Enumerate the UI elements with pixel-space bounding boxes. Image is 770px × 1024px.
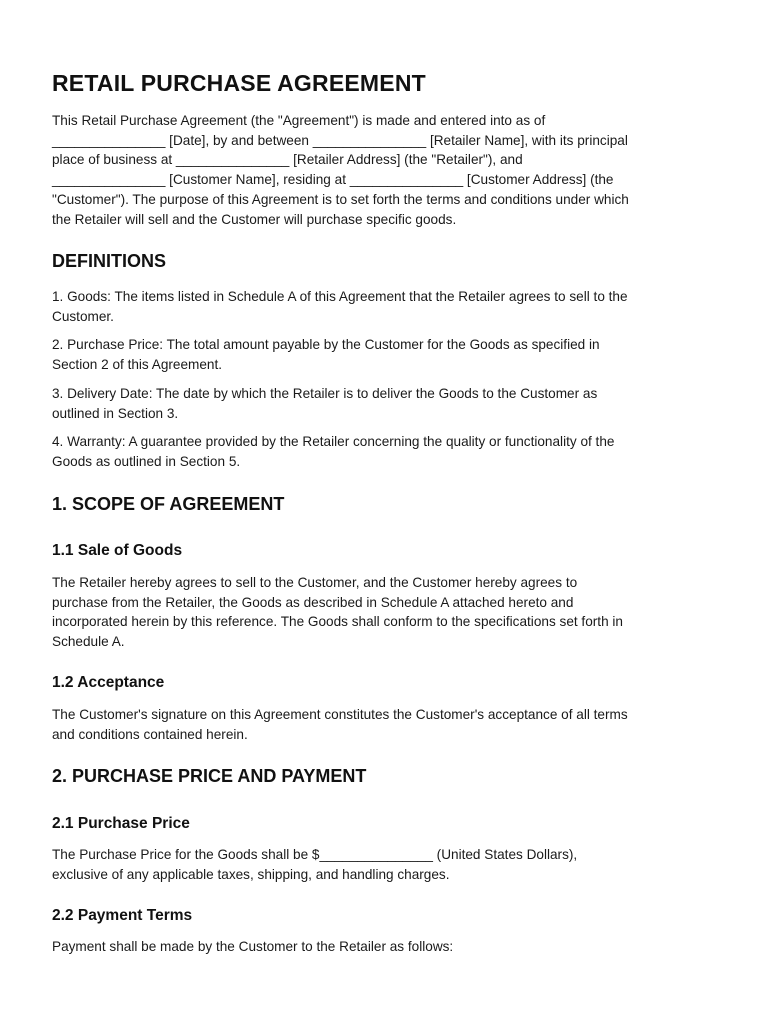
text-line: place of business at _______________ [Retailer Address] (the "Retailer"), and xyxy=(52,152,523,168)
section-1-2-heading: 1.2 Acceptance xyxy=(52,674,165,691)
text-line: Payment shall be made by the Customer to the Retailer as follows: xyxy=(52,939,454,954)
definition-item xyxy=(52,384,722,423)
text-line: purchase from the Retailer, the Goods as described in Schedule A attached hereto and xyxy=(52,594,574,610)
section-1-1-paragraph xyxy=(52,573,722,652)
section-2-1-paragraph xyxy=(52,845,722,884)
text-line: This Retail Purchase Agreement (the "Agreement") is made and entered into as of xyxy=(52,113,546,128)
text-line: _______________ [Customer Name], residing at _______________ [Customer Address] (the xyxy=(52,172,614,188)
section-2-2-heading: 2.2 Payment Terms xyxy=(52,907,193,924)
text-line: 3. Delivery Date: The date by which the Retailer is to deliver the Goods to the Customer as xyxy=(52,386,598,401)
section-2-1-heading: 2.1 Purchase Price xyxy=(52,815,190,832)
text-line: _______________ [Date], by and between _______________ [Retailer Name], with its principal xyxy=(52,132,628,148)
section-2-2-paragraph xyxy=(52,937,722,957)
text-line: the Retailer will sell and the Customer will purchase specific goods. xyxy=(52,211,457,227)
document-title: RETAIL PURCHASE AGREEMENT xyxy=(52,70,426,96)
text-line: 1. Goods: The items listed in Schedule A of this Agreement that the Retailer agrees to sell to the xyxy=(52,289,628,304)
text-line: Customer. xyxy=(52,308,114,324)
text-line: incorporated herein by this reference. The Goods shall conform to the specifications set forth in xyxy=(52,614,623,630)
text-line: The Customer's signature on this Agreement constitutes the Customer's acceptance of all terms xyxy=(52,707,628,722)
text-line: The Purchase Price for the Goods shall be $_______________ (United States Dollars), xyxy=(52,847,578,862)
definitions-heading: DEFINITIONS xyxy=(52,251,167,271)
text-line: 4. Warranty: A guarantee provided by the Retailer concerning the quality or functionality of the xyxy=(52,434,615,449)
section-1-heading: 1. SCOPE OF AGREEMENT xyxy=(52,494,285,514)
text-line: and conditions contained herein. xyxy=(52,726,248,742)
definition-item xyxy=(52,287,722,326)
text-line: The Retailer hereby agrees to sell to the Customer, and the Customer hereby agrees to xyxy=(52,575,578,590)
section-2-heading: 2. PURCHASE PRICE AND PAYMENT xyxy=(52,766,367,786)
definition-item xyxy=(52,335,722,374)
definition-item xyxy=(52,432,722,471)
section-1-2-paragraph xyxy=(52,705,722,744)
text-line: "Customer"). The purpose of this Agreement is to set forth the terms and conditions under which xyxy=(52,191,629,207)
section-1-1-heading: 1.1 Sale of Goods xyxy=(52,542,183,559)
text-line: 2. Purchase Price: The total amount payable by the Customer for the Goods as specified in xyxy=(52,337,600,352)
text-line: Section 2 of this Agreement. xyxy=(52,356,223,372)
text-line: Goods as outlined in Section 5. xyxy=(52,453,241,469)
intro-paragraph xyxy=(52,111,722,229)
text-line: exclusive of any applicable taxes, shipping, and handling charges. xyxy=(52,866,450,882)
text-line: Schedule A. xyxy=(52,634,125,650)
text-line: outlined in Section 3. xyxy=(52,405,179,421)
